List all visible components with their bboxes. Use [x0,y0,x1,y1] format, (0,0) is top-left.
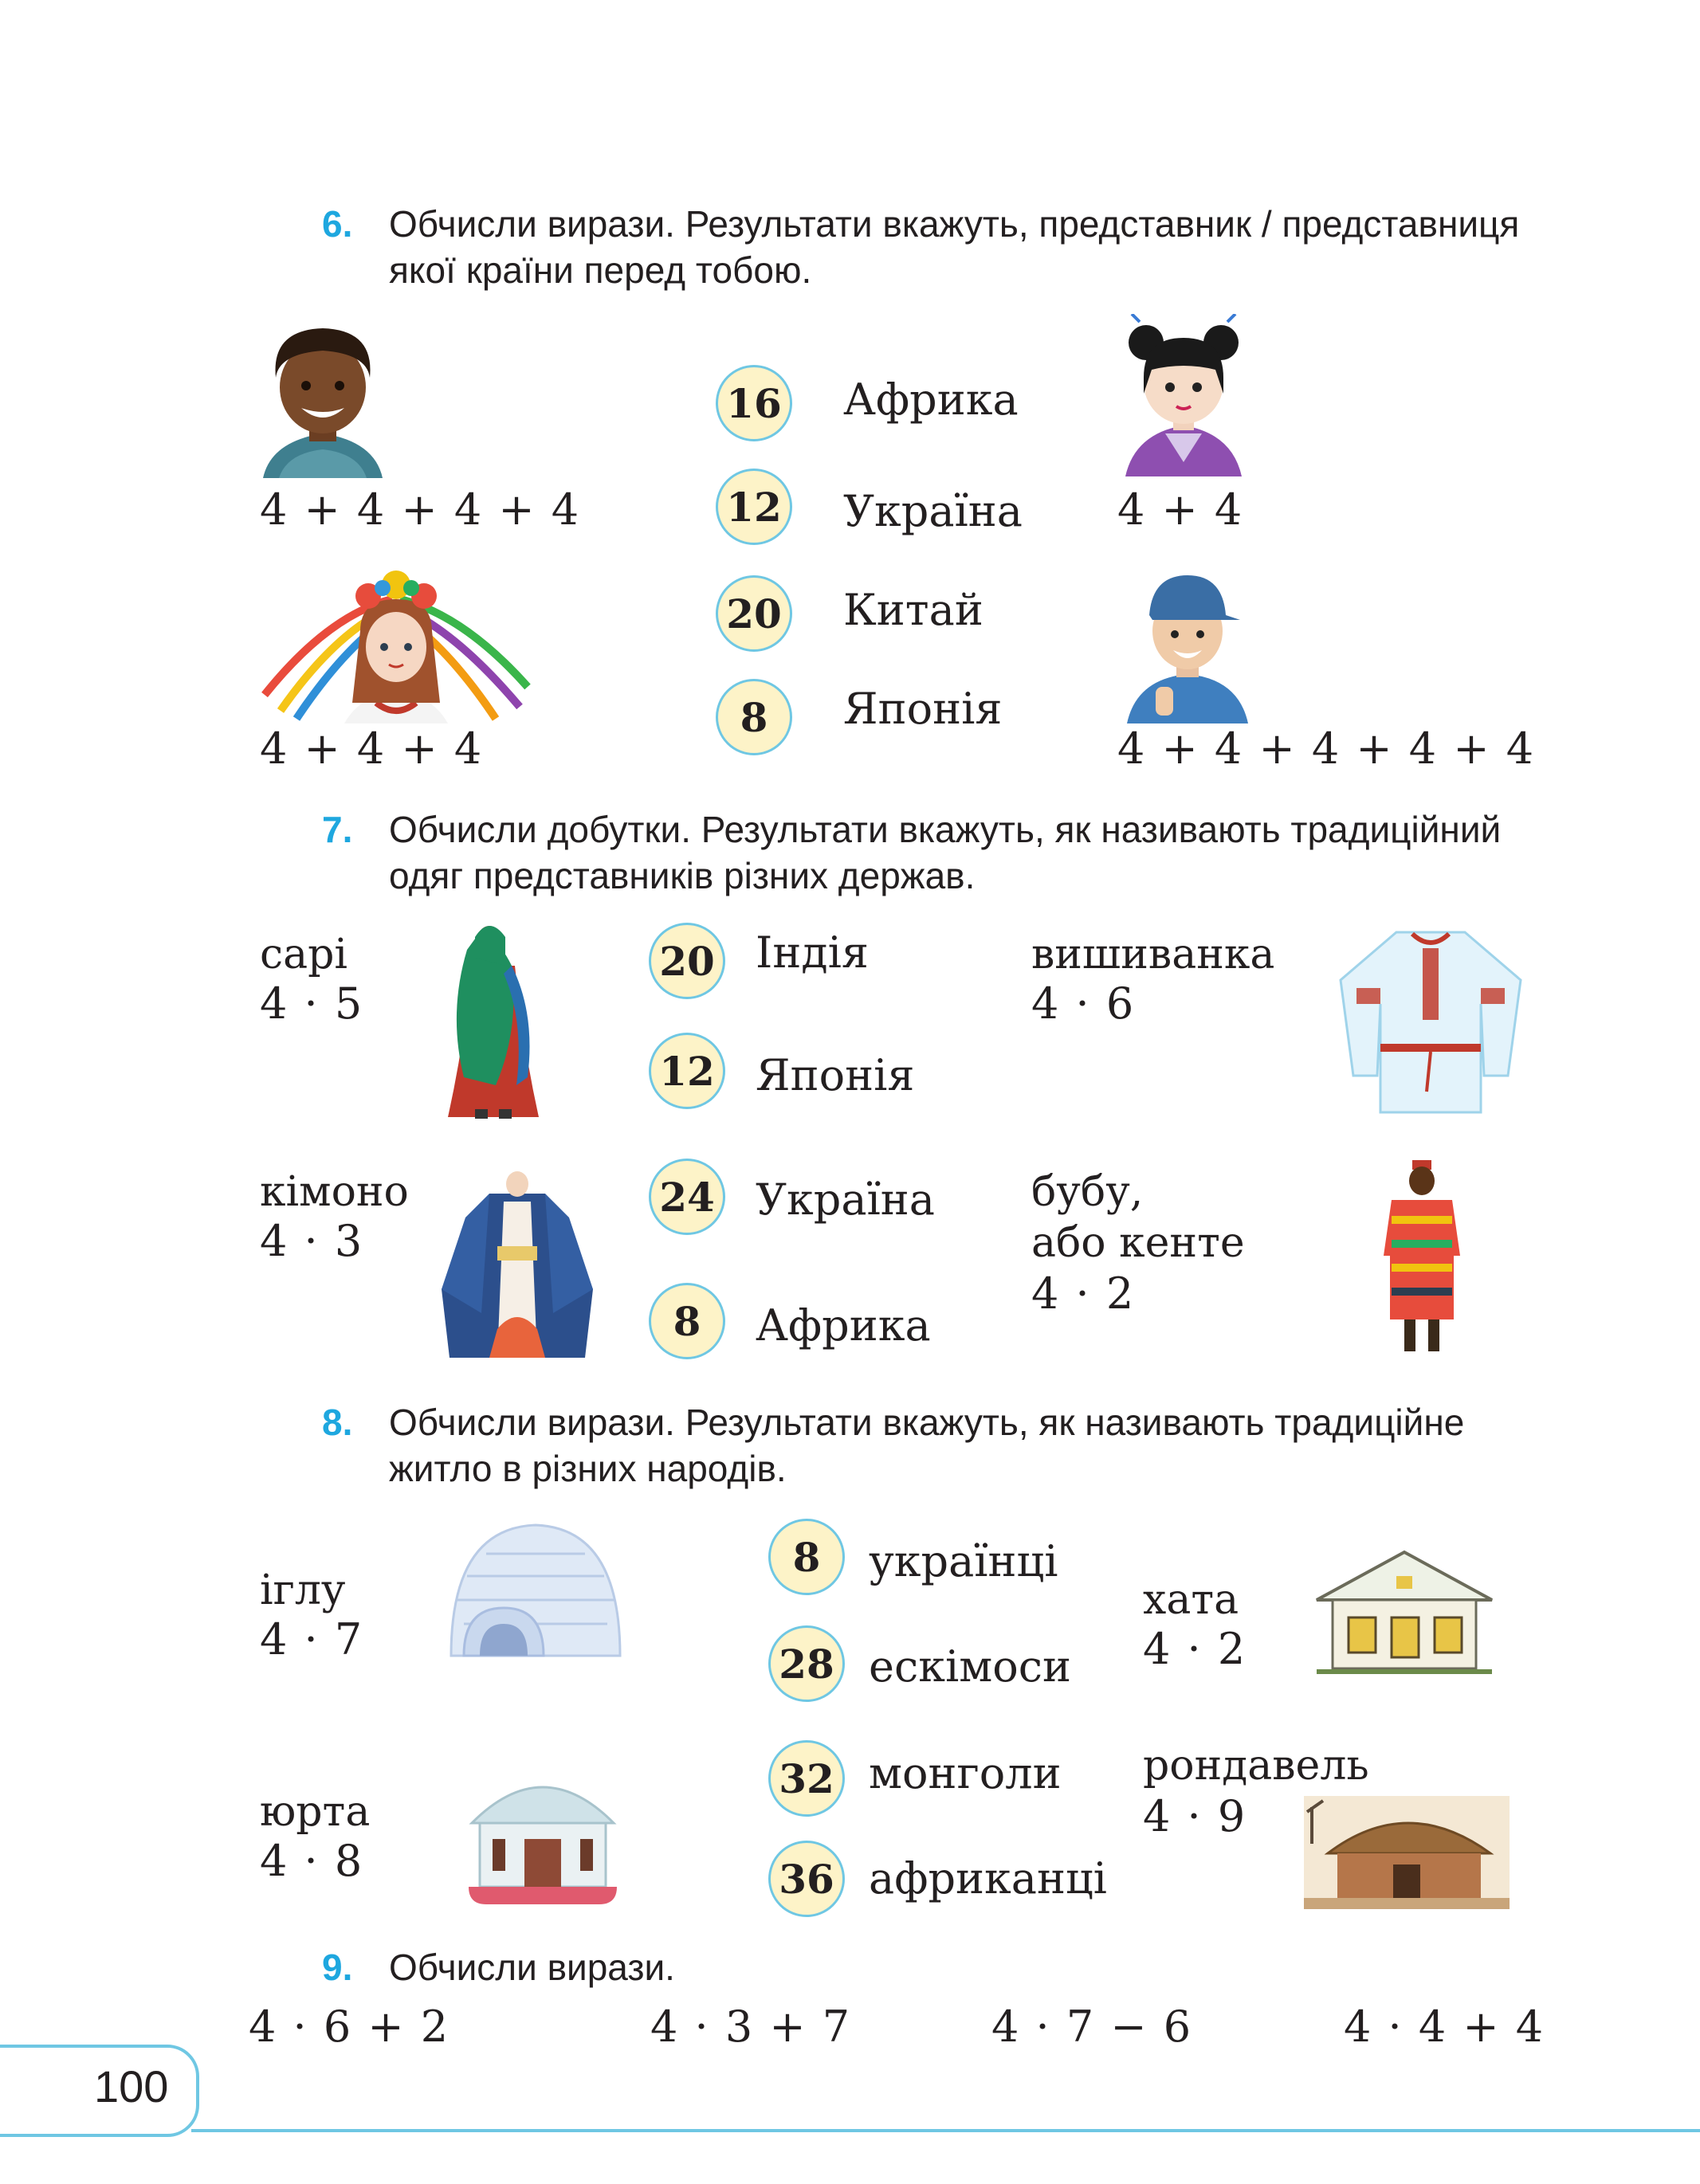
ukrainian-girl-picture [249,567,540,723]
task-8-answer-label-4: африканці [869,1853,1107,1904]
rondavel-picture [1304,1796,1510,1909]
task-7-number: 7. [322,809,353,850]
iglu-expression: 4 · 7 [260,1614,364,1664]
task-9-expression-4: 4 · 4 + 4 [1344,2002,1545,2052]
task-9-text: Обчисли вирази. [389,1947,675,1988]
iglu-word: іглу [260,1566,346,1614]
task-6-expression-4: 4 + 4 + 4 + 4 + 4 [1117,723,1536,774]
igloo-picture [448,1520,623,1661]
task-6-answer-label-3: Китай [843,585,983,635]
yurta-expression: 4 · 8 [260,1836,364,1886]
task-6-number: 6. [322,203,353,245]
task-6-expression-3: 4 + 4 + 4 [260,723,484,774]
task-7-answer-circle-3: 24 [649,1159,725,1235]
task-7-answer-label-3: Україна [756,1174,935,1225]
task-6-answer-circle-4: 8 [716,679,792,755]
african-boy-picture [255,322,391,478]
task-7-answer-circle-2: 12 [649,1033,725,1109]
task-6-expression-1: 4 + 4 + 4 + 4 [260,484,581,535]
bubu-word-line-2: або кенте [1031,1219,1245,1267]
task-6-text: Обчисли вирази. Результати вкажуть, представник / представниця якої країни перед тобою. [389,203,1520,291]
task-8-answer-label-3: монголи [869,1748,1062,1798]
task-6-expression-2: 4 + 4 [1117,484,1244,535]
sari-picture [440,918,547,1125]
yurt-picture [469,1759,617,1908]
task-6-answer-label-2: Україна [843,486,1023,536]
task-7-answer-label-4: Африка [756,1300,931,1351]
task-8-answer-circle-2: 28 [768,1625,845,1702]
khata-expression: 4 · 2 [1143,1624,1247,1674]
kimono-picture [434,1170,601,1361]
task-9-expression-2: 4 · 3 + 7 [650,2002,852,2052]
task-7-answer-label-1: Індія [756,927,869,978]
task-6-answer-label-4: Японія [843,684,1003,734]
task-8-answer-circle-3: 32 [768,1740,845,1817]
task-7-answer-circle-4: 8 [649,1283,725,1359]
vyshyvanka-word: вишиванка [1031,931,1275,978]
task-7-answer-label-2: Японія [756,1050,915,1100]
task-6-answer-label-1: Африка [843,374,1019,425]
task-9-number: 9. [322,1947,353,1988]
khata-word: хата [1143,1576,1239,1624]
vyshyvanka-picture [1333,924,1529,1116]
page-number: 100 [94,2061,169,2111]
task-8-answer-circle-1: 8 [768,1519,845,1595]
task-8-number: 8. [322,1402,353,1443]
footer-rule [191,2129,1700,2132]
rondavel-expression: 4 · 9 [1143,1791,1247,1841]
khata-picture [1309,1544,1500,1676]
task-8-text: Обчисли вирази. Результати вкажуть, як називають традиційне житло в різних народів. [389,1402,1465,1489]
vyshyvanka-expression: 4 · 6 [1031,978,1136,1029]
bubu-expression: 4 · 2 [1031,1268,1136,1319]
rondavel-word: рондавель [1143,1742,1369,1790]
task-8-answer-circle-4: 36 [768,1841,845,1917]
task-7-text: Обчисли добутки. Результати вкажуть, як називають традиційний одяг представників різних держав. [389,809,1502,896]
yurta-word: юрта [260,1788,371,1836]
task-7-answer-circle-1: 20 [649,923,725,999]
task-9-expression-1: 4 · 6 + 2 [249,2002,450,2052]
bubu-picture [1380,1160,1463,1358]
task-8-answer-label-1: українці [869,1536,1058,1586]
task-6-answer-circle-1: 16 [716,365,792,441]
task-9-expression-3: 4 · 7 − 6 [991,2002,1193,2052]
sari-word: сарі [260,931,348,978]
kimono-word: кімоно [260,1168,409,1216]
task-6-answer-circle-2: 12 [716,469,792,545]
task-8-answer-label-2: ескімоси [869,1641,1071,1692]
sari-expression: 4 · 5 [260,978,364,1029]
chinese-girl-picture [1116,314,1251,476]
japanese-boy-picture [1121,567,1254,723]
task-6-answer-circle-3: 20 [716,575,792,652]
bubu-word-line-1: бубу, [1031,1168,1144,1216]
kimono-expression: 4 · 3 [260,1216,364,1266]
